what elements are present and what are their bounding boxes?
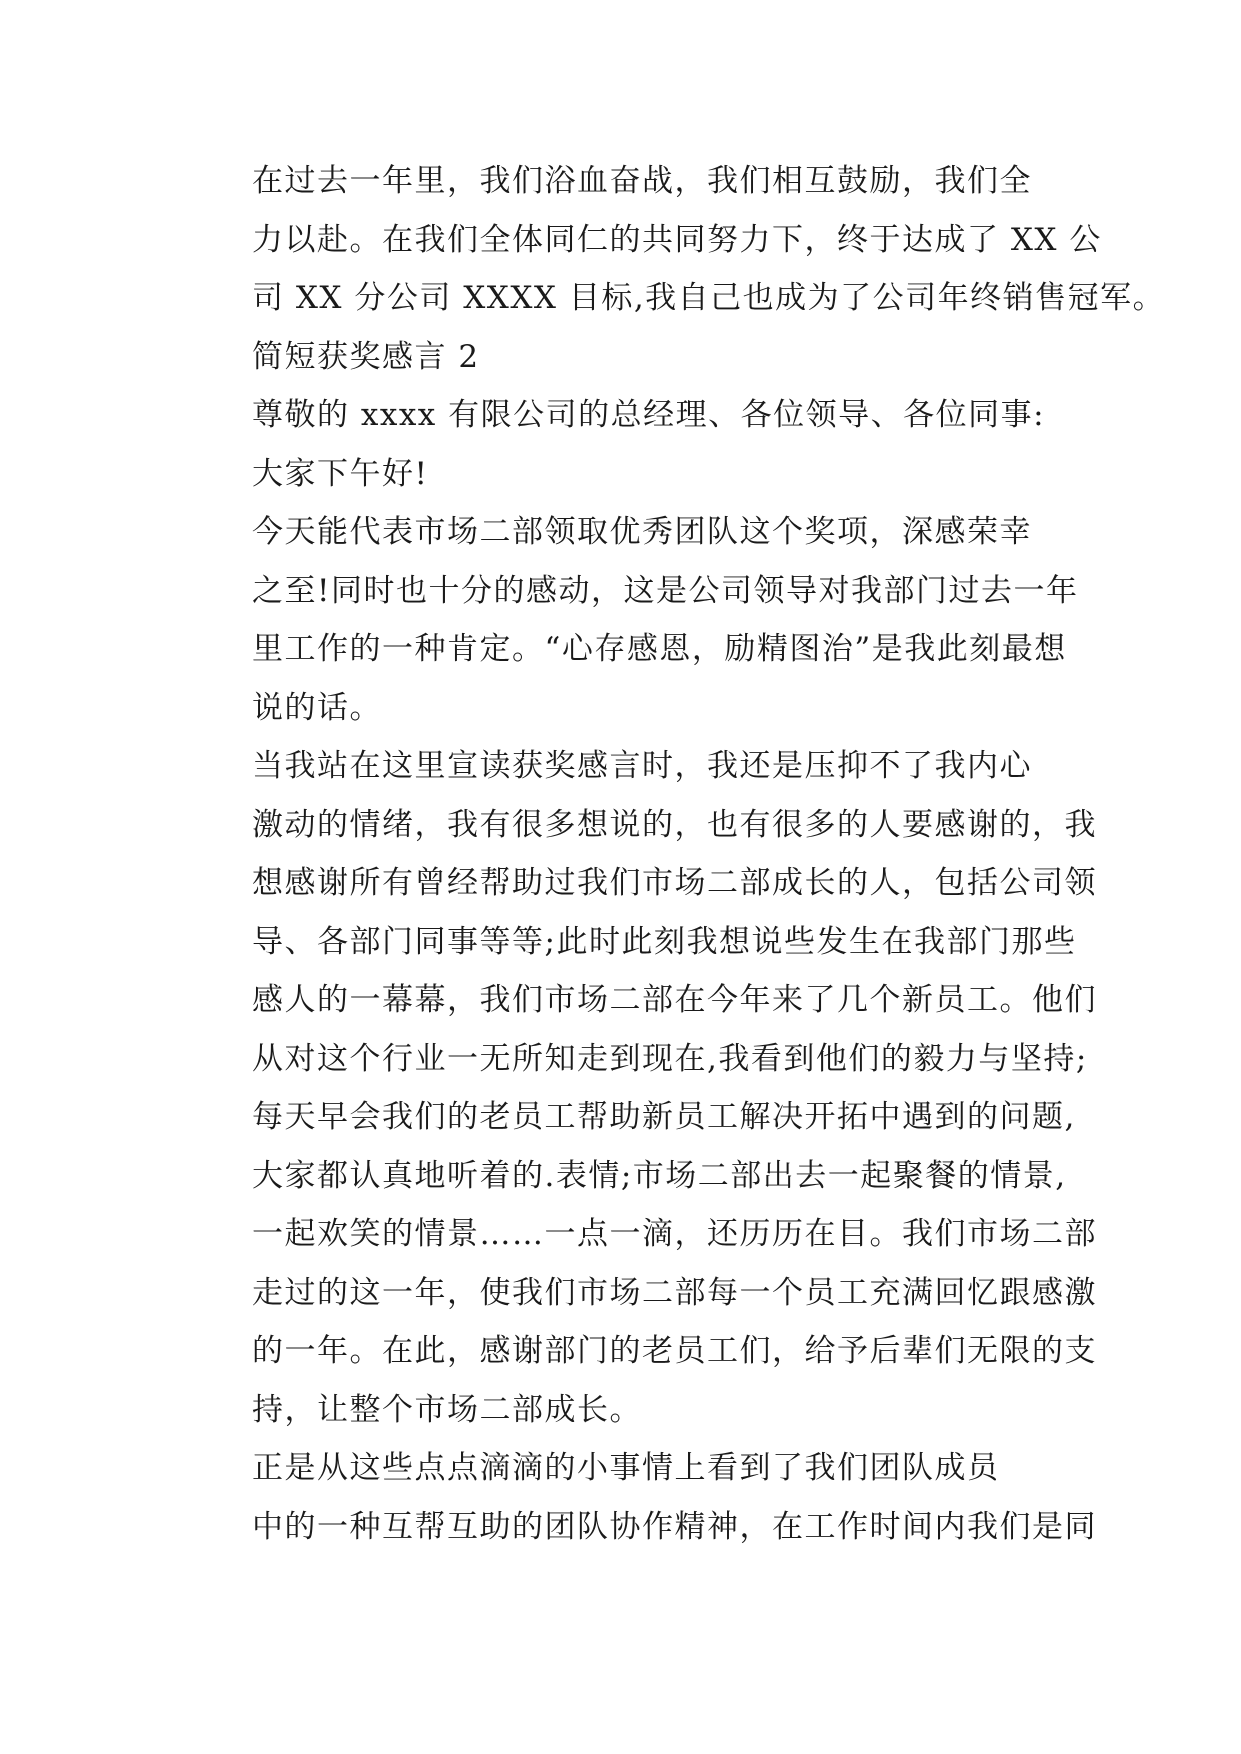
paragraph bbox=[190, 503, 1079, 737]
text-line: 感人的一幕幕，我们市场二部在今年来了几个新员工。他们 bbox=[252, 982, 1097, 1018]
paragraph bbox=[190, 737, 1097, 1439]
text-line: 简短获奖感言 2 bbox=[252, 338, 480, 375]
text-line: 导、各部门同事等等;此时此刻我想说些发生在我部门那些 bbox=[252, 923, 1077, 960]
text-line: 之至!同时也十分的感动，这是公司领导对我部门过去一年 bbox=[252, 572, 1079, 609]
text-line: 大家下午好! bbox=[252, 455, 429, 492]
paragraph bbox=[190, 152, 1166, 328]
text-line: 一起欢笑的情景……一点一滴，还历历在目。我们市场二部 bbox=[252, 1216, 1097, 1252]
text-line: 里工作的一种肯定。“心存感恩，励精图治”是我此刻最想 bbox=[252, 631, 1067, 667]
paragraph bbox=[190, 386, 1052, 445]
text-line: 中的一种互帮互助的团队协作精神，在工作时间内我们是同 bbox=[252, 1508, 1097, 1545]
text-line: 从对这个行业一无所知走到现在,我看到他们的毅力与坚持; bbox=[252, 1040, 1088, 1077]
document-body bbox=[190, 152, 1166, 1556]
paragraph bbox=[190, 1439, 1097, 1556]
paragraph bbox=[190, 445, 1052, 504]
text-line: 司 XX 分公司 XXXX 目标,我自己也成为了公司年终销售冠军。 bbox=[252, 280, 1166, 316]
text-line: 在过去一年里，我们浴血奋战，我们相互鼓励，我们全 bbox=[252, 163, 1032, 199]
text-line: 的一年。在此，感谢部门的老员工们，给予后辈们无限的支 bbox=[252, 1333, 1097, 1369]
paragraph bbox=[190, 328, 1052, 387]
text-line: 力以赴。在我们全体同仁的共同努力下，终于达成了 XX 公 bbox=[252, 221, 1102, 258]
text-line: 想感谢所有曾经帮助过我们市场二部成长的人，包括公司领 bbox=[252, 865, 1097, 901]
text-line: 说的话。 bbox=[252, 689, 382, 726]
text-line: 走过的这一年，使我们市场二部每一个员工充满回忆跟感激 bbox=[252, 1274, 1097, 1311]
text-line: 大家都认真地听着的.表情;市场二部出去一起聚餐的情景, bbox=[252, 1157, 1067, 1194]
text-line: 今天能代表市场二部领取优秀团队这个奖项，深感荣幸 bbox=[252, 514, 1032, 550]
text-line: 当我站在这里宣读获奖感言时，我还是压抑不了我内心 bbox=[252, 748, 1032, 784]
text-line: 尊敬的 xxxx 有限公司的总经理、各位领导、各位同事: bbox=[252, 397, 1046, 433]
text-line: 每天早会我们的老员工帮助新员工解决开拓中遇到的问题, bbox=[252, 1099, 1076, 1135]
text-line: 正是从这些点点滴滴的小事情上看到了我们团队成员 bbox=[252, 1450, 1000, 1486]
text-line: 持，让整个市场二部成长。 bbox=[252, 1391, 642, 1428]
text-line: 激动的情绪，我有很多想说的，也有很多的人要感谢的，我 bbox=[252, 806, 1097, 843]
